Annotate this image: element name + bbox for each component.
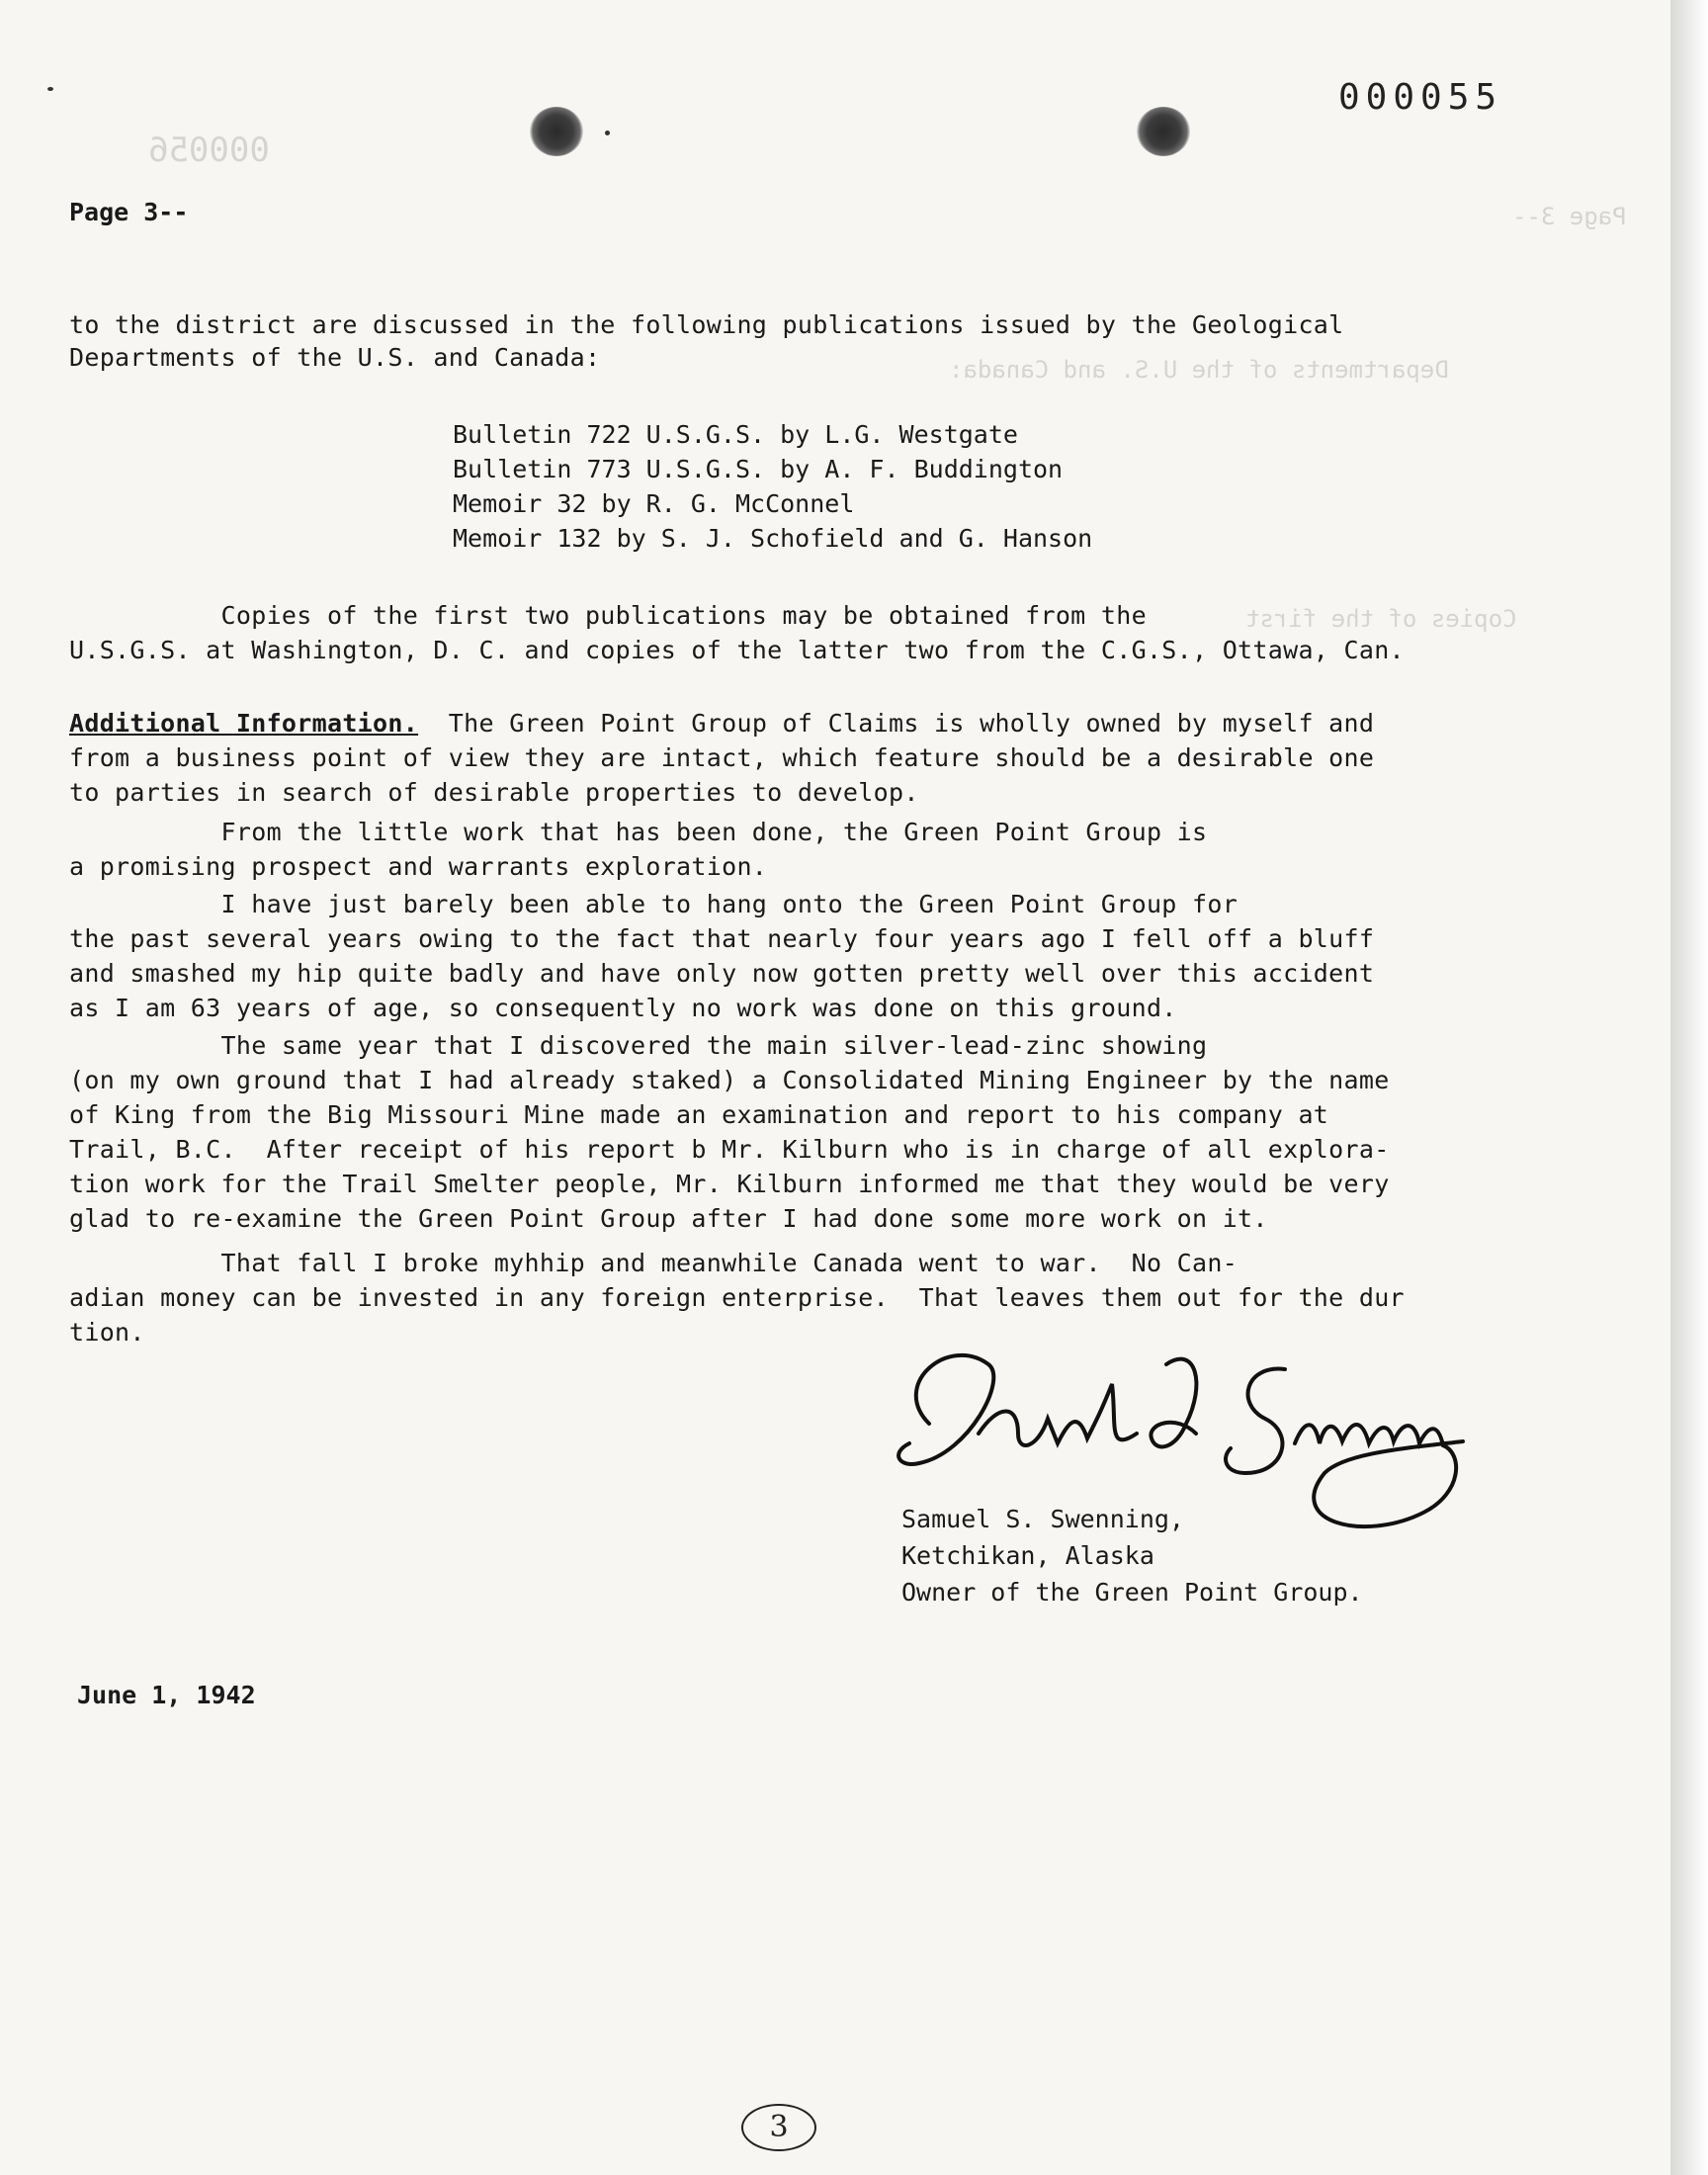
document-number: 000055 [1338, 77, 1503, 118]
body-line: as I am 63 years of age, so consequently no work was done on this ground. [69, 994, 1177, 1022]
body-line: From the little work that has been done, the Green Point Group is [69, 818, 1208, 846]
body-line: Trail, B.C. After receipt of his report b Mr. Kilburn who is in charge of all explora- [69, 1135, 1390, 1164]
body-line: to the district are discussed in the following publications issued by the Geological [69, 310, 1344, 339]
signature-block [901, 1501, 1363, 1610]
bleed-through-line: Copies of the first [1245, 605, 1517, 633]
body-line: glad to re-examine the Green Point Group after I had done some more work on it. [69, 1204, 1268, 1233]
letter-date: June 1, 1942 [77, 1681, 256, 1709]
body-line: tion. [69, 1318, 145, 1347]
publications-list [453, 417, 1092, 556]
publication-item: Memoir 32 by R. G. McConnel [453, 489, 855, 518]
body-line: The same year that I discovered the main silver-lead-zinc showing [69, 1031, 1208, 1060]
scanner-edge [1670, 0, 1708, 2175]
punch-hole-left [530, 107, 583, 156]
signer-name: Samuel S. Swenning, [901, 1505, 1184, 1533]
body-line: to parties in search of desirable properties to develop. [69, 778, 919, 807]
bleed-through-number: 000056 [148, 130, 270, 170]
body-text: The Green Point Group of Claims is wholly owned by myself and [418, 709, 1375, 738]
body-line: Departments of the U.S. and Canada: [69, 343, 601, 372]
signer-title: Owner of the Green Point Group. [901, 1578, 1363, 1607]
smudge [605, 130, 610, 135]
additional-info-heading: Additional Information. [69, 709, 419, 738]
body-line: U.S.G.S. at Washington, D. C. and copies of the latter two from the C.G.S., Ottawa, Can. [69, 636, 1405, 664]
additional-info-line [69, 709, 1374, 738]
page-heading: Page 3-- [69, 198, 189, 226]
body-line: of King from the Big Missouri Mine made an examination and report to his company at [69, 1100, 1329, 1129]
body-line: from a business point of view they are intact, which feature should be a desirable one [69, 743, 1375, 772]
body-line: and smashed my hip quite badly and have only now gotten pretty well over this accident [69, 959, 1375, 988]
publication-item: Bulletin 722 U.S.G.S. by L.G. Westgate [453, 420, 1018, 449]
body-line: tion work for the Trail Smelter people, Mr. Kilburn informed me that they would be very [69, 1170, 1390, 1198]
body-line: That fall I broke myhhip and meanwhile Canada went to war. No Can- [69, 1249, 1238, 1277]
bleed-through-line: Departments of the U.S. and Canada: [949, 356, 1449, 384]
publication-item: Bulletin 773 U.S.G.S. by A. F. Buddington [453, 455, 1064, 483]
body-line: (on my own ground that I had already staked) a Consolidated Mining Engineer by the name [69, 1066, 1390, 1094]
bleed-through-heading: Page 3-- [1512, 203, 1627, 230]
body-line: the past several years owing to the fact that nearly four years ago I fell off a bluff [69, 924, 1375, 953]
body-line: I have just barely been able to hang onto the Green Point Group for [69, 890, 1238, 918]
body-line: a promising prospect and warrants exploration. [69, 852, 768, 881]
smudge [47, 87, 53, 91]
signer-location: Ketchikan, Alaska [901, 1541, 1154, 1570]
publication-item: Memoir 132 by S. J. Schofield and G. Hanson [453, 524, 1093, 553]
body-line: Copies of the first two publications may be obtained from the [69, 601, 1147, 630]
punch-hole-right [1137, 107, 1190, 156]
handwritten-page-number: 3 [741, 2104, 816, 2151]
body-line: adian money can be invested in any foreign enterprise. That leaves them out for the dur [69, 1283, 1405, 1312]
